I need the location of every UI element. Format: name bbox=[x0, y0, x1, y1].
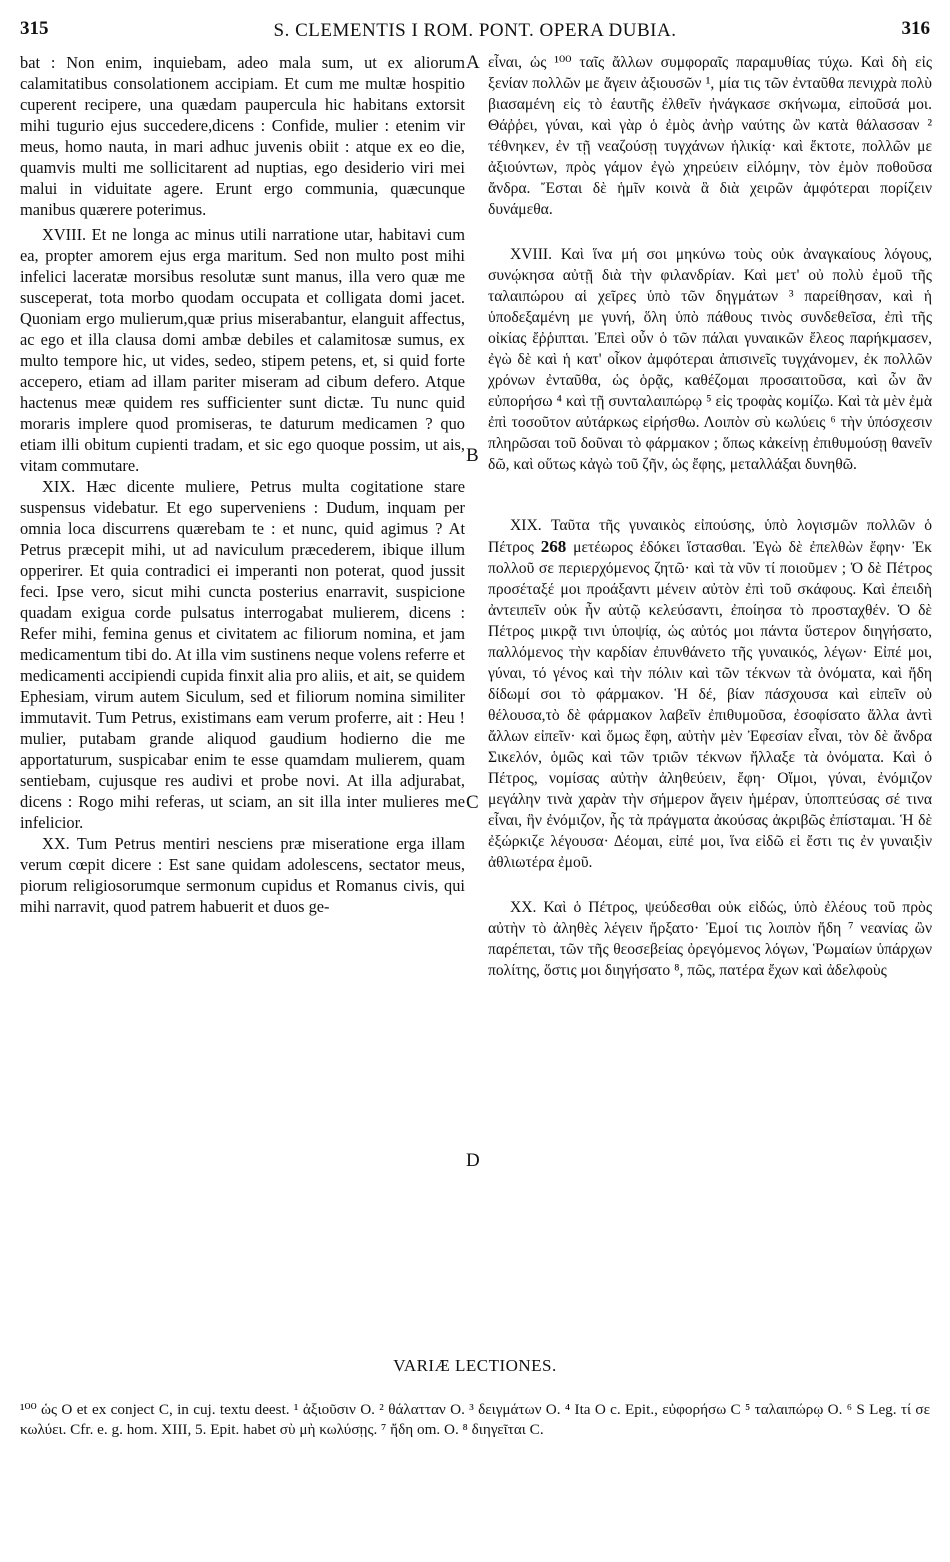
greek-xix-text-rest: μετέωρος ἐδόκει ἵστασθαι. Ἐγὼ δὲ ἐπελθὼν ἔφην· Ἐκ πολλοῦ σε περιερχόμενος ζητῶ· καὶ τὰ νῦν τί ποιοῦμεν ; Ὁ δὲ Πέτρος προσέταξέ μοι προάξαντι μένειν αὐτὸν ἐπὶ τοῦ σκάφους. Καὶ ἐπειδὴ ἀντειπεῖν οὐκ ἦν αὐτῷ κελεύσαντι, ἐποίησα τὸ προσταχθέν. Ὁ δὲ Πέτρος μικρᾷ τινι ὑποψίᾳ, ὡς αὐτός μοι πάντα ὕστερον διηγήσατο, παλλόμενος τὴν καρδίαν ἐπυνθάνετο τῆς γυναικός, λέγων· Εἰπέ μοι, γύναι, τό γένος καὶ τὴν πόλιν καὶ τῶν τέκνων τὰ ὀνόματα, καὶ ἤδη δίδωμί σοι τὸ φάρμακον. Ἡ δέ, βίαν πάσχουσα καὶ εἰπεῖν οὐ θέλουσα,τὸ δὲ φάρμακον λαβεῖν ἐπιθυμοῦσα, ἐσοφίσατο ἄλλα ἀντὶ ἄλλων εἰπεῖν· καὶ ὅμως ἔφη, αὐτὴν μὲν Ἐφεσίαν εἶναι, τὸν δὲ ἄνδρα Σικελόν, ὁμῶς καὶ τῶν τριῶν τέκνων ἤλλαξε τὰ ὀνόματα. Καὶ ὁ Πέτρος, νομίσας αὐτὴν ἀληθεύειν, ἔφη· Οἴμοι, γύναι, ἐνόμιζον μεγάλην τινὰ χαρὰν τὴν σήμερον ἄγειν ἡμέραν, ὑποπτεύσας σέ τινα εἶναι, ἣν ἐνόμιζον, ἧς τὰ πράγματα ἀκούσας ἀκριβῶς ἐπίσταμαι. Ἡ δὲ ἐξώρκιζε λέγουσα· Δέομαι, εἰπέ μοι, ἵνα εἰδῶ εἰ ἔστι τις ἐν γυναιξὶν ἀθλιωτέρα ἐμοῦ. bbox=[488, 539, 932, 871]
greek-paragraph-xix bbox=[488, 515, 932, 873]
left-page-number: 315 bbox=[20, 18, 49, 39]
latin-paragraph-xix: XIX. Hæc dicente muliere, Petrus multa cogitatione stare suspensus videbatur. Et ego superveniens : Dudum, inquam per omnia loca discurrens quærebam te : et nunc, quid agimus ? At Petrus præcepit mihi, ut ad naviculum præcederem, ibique illum opperirer. Et quia contradici ei imperanti non poterat, quod jussit feci. Ipse vero, sicut mihi cuncta posterius enarravit, suspicione quadam exigua corde pulsatus interrogabat mulierem, dicens : Refer mihi, femina genus et civitatem ac filiorum nomina, et jam medicamentum tibi do. At illa vim sustinens neque volens referre et medicamenti accipiendi cupida finxit alia pro aliis, et ait, se quidem Ephesiam, virum autem Siculum, sed et filiorum nomina similiter immutavit. Tum Petrus, existimans eam verum proferre, ait : Heu ! mulier, putabam grande aliquod gaudium hodierno die me apportaturum, suspicabar enim te esse quamdam mulierem, quam sentiebam, cujusque res audivi et probe novi. At illa adjurabat, dicens : Rogo mihi referas, ut sciam, an sit illa inter mulieres me infelicior. bbox=[20, 477, 465, 832]
variae-lectiones-notes: ¹⁰⁰ ὡς O et ex conject C, in cuj. textu deest. ¹ ἀξιοῦσιν O. ² θάλατταν O. ³ δειγμάτων O. ⁴ Ita O c. Epit., εὐφορήσω C ⁵ ταλαιπώρῳ O. ⁶ S Leg. τί σε κωλύει. Cfr. e. g. hom. XIII, 5. Epit. habet σὺ μὴ κωλύσῃς. ⁷ ἤδη om. O. ⁸ διηγεῖται C. bbox=[20, 1401, 930, 1438]
column-number: 268 bbox=[540, 537, 567, 556]
latin-paragraph-xx: XX. Tum Petrus mentiri nesciens præ miseratione erga illam verum cœpit dicere : Est sane quidam adolescens, sectator meus, piorum religiosorumque sermonum cupidus et Romanus civis, qui mihi narravit, quod patrem habuerit et duos ge- bbox=[20, 834, 465, 916]
latin-column bbox=[20, 52, 465, 917]
variae-lectiones-heading: VARIÆ LECTIONES. bbox=[393, 1356, 557, 1375]
right-page-number: 316 bbox=[901, 18, 930, 39]
margin-markers bbox=[466, 0, 486, 1562]
latin-paragraph-xviii: XVIII. Et ne longa ac minus utili narratione utar, habitavi cum ea, propter amorem ejus erga maritum. Sed non multo post mihi infelici laceratæ morsibus resolutæ sunt manus, illa vero quæ me susceperat, tota morbo quodam occupata et colligata domi jacet. Quoniam ergo mulierum,quæ prius miserabantur, elanguit affectus, ac ego et illa clausa domi ambæ debiles et calamitosæ sumus, ex multo tempore hic, ut vides, sedeo, stipem petens, et, si quid forte accepero, etiam ad illam pariter miseram ad cibum defero. Atque hactenus meæ quidem res sufficienter sunt dictæ. Tu nunc quid moraris implere quod promiseras, te daturum medicamen ? quo etiam illi obitum cupienti tradam, et sic ego quoque possim, ut ais, vitam commutare. bbox=[20, 225, 465, 475]
latin-paragraph-1: bat : Non enim, inquiebam, adeo mala sum, ut ex aliorum calamitatibus consolationem accipiam. Et cum me multæ hospitio cuperent recipere, una quædam paupercula hic habitans extorsit mihi tugurio ejus succedere,dicens : Confide, mulier : etenim vir meus, homo nauta, in mari adhuc juvenis obiit : atque ex eo die, quamvis multi me sollicitarent ad nuptias, ego desiderio viri mei malui in viduitate agere. Erunt ergo communia, quæcunque manibus quærere poterimus. bbox=[20, 53, 465, 219]
margin-letter-c: C bbox=[466, 792, 479, 813]
greek-column bbox=[488, 52, 932, 981]
greek-paragraph-1: εἶναι, ὡς ¹⁰⁰ ταῖς ἄλλων συμφοραῖς παραμυθίας τύχω. Καὶ δὴ εἰς ξενίαν πολλῶν με ἄγειν ἀξιουσῶν ¹, μία τις τῶν ἐνταῦθα πενιχρὰ πολὺ βιασαμένη εἰς τὸ ἑαυτῆς ἐλθεῖν ἠνάγκασε σκήνωμα, εἰποῦσά μοι. Θάῤῥει, γύναι, καὶ γὰρ ὁ ἐμὸς ἀνὴρ ναύτης ὢν κατὰ θάλασσαν ² τέθνηκεν, ἐν τῇ νεαζούσῃ τυγχάνων ἡλικίᾳ· καὶ ἔκτοτε, πολλῶν με ἀξιούντων, πρὸς γάμον ἐγὼ χηρεύειν εἱλόμην, τὸν ἐμὸν ποθοῦσα ἄνδρα. Ἔσται δὲ ἡμῖν κοινὰ ἃ διὰ χειρῶν ἀμφότεραι πορίζειν δυνάμεθα. bbox=[488, 54, 932, 218]
greek-xix-text-start: XIX. Ταῦτα τῆς γυναικὸς εἰπούσης, ὑπὸ λογισμῶν πολλῶν ὁ Πέτρος bbox=[488, 517, 932, 556]
margin-letter-a: A bbox=[466, 52, 480, 73]
greek-paragraph-xviii: XVIII. Καὶ ἵνα μή σοι μηκύνω τοὺς οὐκ ἀναγκαίους λόγους, συνῴκησα αὐτῇ διὰ τὴν φιλανδρίαν. Καὶ μετ' οὐ πολὺ ἐμοῦ τῆς ταλαιπώρου αἱ χεῖρες ὑπὸ τῶν δηγμάτων ³ παρείθησαν, καὶ ἡ ὑποδεξαμένη με γυνή, ὅλη ὑπὸ πάθους τινὸς συνδεθεῖσα, ἐπὶ τῆς οἰκίας ἔῤῥιπται. Ἐπεὶ οὖν ὁ τῶν πάλαι γυναικῶν ἔλεος παρήκμασεν, ἐγὼ δὲ καὶ ἡ κατ' οἶκον ἀμφότεραι ἀπισινεῖς τυγχάνομεν, ἐκ πολλῶν χρόνων ἐνταῦθα, ὡς ὁρᾷς, καθέζομαι προσαιτοῦσα, καὶ ὧν ἂν εὐπορήσω ⁴ καὶ τῇ συνταλαιπώρῳ ⁵ εἰς τροφὰς κομίζω. Καὶ τὰ μὲν ἐμὰ ἐπὶ τοσοῦτον αὐτάρκως εἰρήσθω. Λοιπὸν σὺ κωλύεις ⁶ τὴν ὑπόσχεσιν πληρῶσαι τοῦ δοῦναι τὸ φάρμακον ; ὅπως κἀκείνῃ ἐπιθυμούσῃ θανεῖν δῶ, καὶ οὕτως κἀγὼ τοῦ ζῆν, ὡς ἔφης, μεταλλάξαι δυνηθῶ. bbox=[488, 246, 932, 473]
greek-paragraph-xx: XX. Καὶ ὁ Πέτρος, ψεύδεσθαι οὐκ εἰδώς, ὑπὸ ἐλέους τοῦ πρὸς αὐτὴν τὸ ἀληθὲς λέγειν ἤρξατο· Ἐμοί τις λοιπὸν ἤδη ⁷ νεανίας ὢν παρέπεται, τῶν τῆς θεοσεβείας ὀρεγόμενος λόγων, Ῥωμαίων ὑπάρχων πολίτης, ὅστις μοι διηγήσατο ⁸, πῶς, πατέρα ἔχων καὶ ἀδελφοὺς bbox=[488, 899, 932, 979]
margin-letter-b: B bbox=[466, 445, 479, 466]
margin-letter-d: D bbox=[466, 1150, 480, 1171]
running-title: S. CLEMENTIS I ROM. PONT. OPERA DUBIA. bbox=[273, 20, 677, 41]
